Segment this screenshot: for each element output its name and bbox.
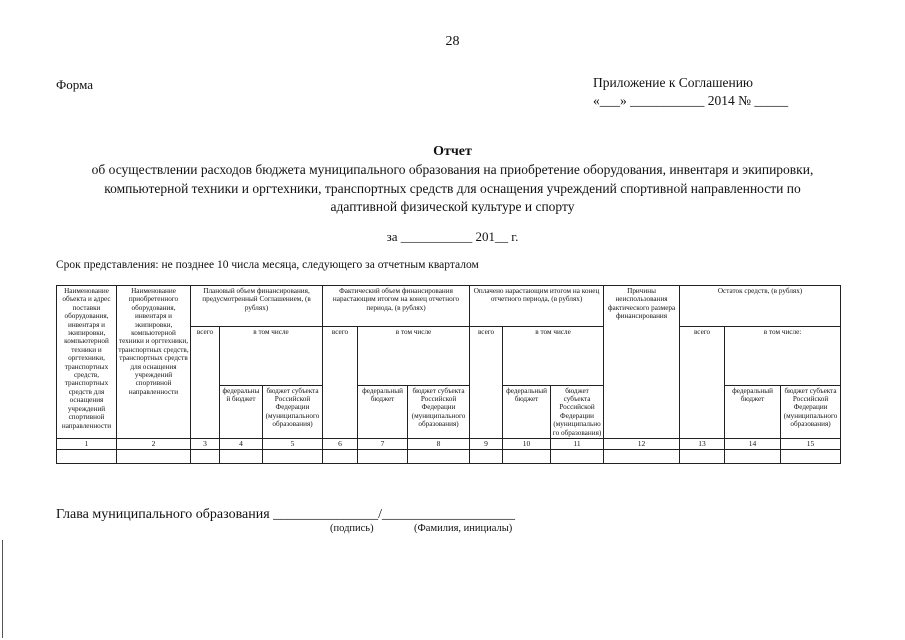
column-number-cell: 3 <box>191 439 220 450</box>
column-number-cell: 7 <box>358 439 408 450</box>
header-reasons: Причины неиспользования фактического размера финансирования <box>604 286 680 439</box>
header-paid-subject: бюджет субъекта Российской Федерации (муниципального образования) <box>551 385 604 438</box>
header-balance-subject: бюджет субъекта Российской Федерации (муниципального образования) <box>781 385 841 438</box>
table-cell[interactable] <box>725 450 781 464</box>
table-cell[interactable] <box>680 450 725 464</box>
table-cell[interactable] <box>358 450 408 464</box>
table-cell[interactable] <box>191 450 220 464</box>
table-cell[interactable] <box>551 450 604 464</box>
table-row <box>57 450 841 464</box>
table-cell[interactable] <box>781 450 841 464</box>
header-balance-federal: федеральный бюджет <box>725 385 781 438</box>
table-cell[interactable] <box>323 450 358 464</box>
header-planned-financing: Плановый объем финансирования, предусмотренный Соглашением, (в рублях) <box>191 286 323 327</box>
table-cell[interactable] <box>604 450 680 464</box>
submission-deadline: Срок представления: не позднее 10 числа месяца, следующего за отчетным кварталом <box>56 259 479 271</box>
header-balance-total: всего <box>680 327 725 439</box>
column-number-cell: 12 <box>604 439 680 450</box>
appendix-block <box>593 74 788 110</box>
scan-edge-mark <box>2 540 3 638</box>
header-paid-federal: федеральный бюджет <box>503 385 551 438</box>
header-paid-including: в том числе <box>503 327 604 386</box>
signature-line: Глава муниципального образования _______________/___________________ <box>56 507 516 522</box>
header-balance-including: в том числе: <box>725 327 841 386</box>
table-cell[interactable] <box>57 450 117 464</box>
signature-caption: (подпись) <box>330 523 374 534</box>
header-equipment-name: Наименование приобретенного оборудования, инвентаря и экипировки, компьютерной техники и оргтехники, транспортных средств, транспортных средств для оснащения учреждений спортивной направленности <box>117 286 191 439</box>
header-row-1 <box>57 286 841 327</box>
column-number-cell: 10 <box>503 439 551 450</box>
table-cell[interactable] <box>503 450 551 464</box>
appendix-date-number: «___» ___________ 2014 № _____ <box>593 93 789 108</box>
report-subtitle: об осуществлении расходов бюджета муниципального образования на приобретение оборудования, инвентаря и экипировки, компьютерной техники и оргтехники, транспортных средств для оснащения учреждений спортивной направленности по адаптивной физической культуре и спорту <box>91 162 814 214</box>
header-balance: Остаток средств, (в рублях) <box>680 286 841 327</box>
column-number-cell: 11 <box>551 439 604 450</box>
form-label: Форма <box>56 77 93 92</box>
header-actual-subject: бюджет субъекта Российской Федерации (муниципального образования) <box>408 385 470 438</box>
name-caption: (Фамилия, инициалы) <box>414 523 513 534</box>
table-cell[interactable] <box>117 450 191 464</box>
table-cell[interactable] <box>470 450 503 464</box>
page-number: 28 <box>445 34 460 49</box>
table-cell[interactable] <box>408 450 470 464</box>
header-actual-total: всего <box>323 327 358 439</box>
header-actual-financing: Фактический объем финансирования нарастающим итогом на конец отчетного периода, (в рублях) <box>323 286 470 327</box>
table-cell[interactable] <box>220 450 263 464</box>
column-number-cell: 14 <box>725 439 781 450</box>
header-planned-including: в том числе <box>220 327 323 386</box>
header-actual-federal: федеральный бюджет <box>358 385 408 438</box>
column-number-cell: 15 <box>781 439 841 450</box>
report-title: Отчет <box>433 144 472 159</box>
report-table <box>56 285 841 464</box>
column-number-cell: 13 <box>680 439 725 450</box>
column-number-cell: 4 <box>220 439 263 450</box>
column-number-cell: 1 <box>57 439 117 450</box>
header-paid: Оплачено нарастающим итогом на конец отчетного периода, (в рублях) <box>470 286 604 327</box>
column-number-cell: 2 <box>117 439 191 450</box>
table-cell[interactable] <box>263 450 323 464</box>
header-paid-total: всего <box>470 327 503 439</box>
header-planned-subject: бюджет субъекта Российской Федерации (муниципального образования) <box>263 385 323 438</box>
column-number-cell: 6 <box>323 439 358 450</box>
report-period: за ___________ 201__ г. <box>386 229 519 244</box>
appendix-title: Приложение к Соглашению <box>593 75 754 90</box>
header-actual-including: в том числе <box>358 327 470 386</box>
header-planned-total: всего <box>191 327 220 439</box>
column-number-cell: 5 <box>263 439 323 450</box>
header-object-address: Наименование объекта и адрес поставки оборудования, инвентаря и экипировки, компьютерной техники и оргтехники, транспортных средств, транспортных средств для оснащения учреждений спортивной направленности <box>57 286 117 439</box>
column-numbers-row <box>57 439 841 450</box>
column-number-cell: 8 <box>408 439 470 450</box>
column-number-cell: 9 <box>470 439 503 450</box>
header-planned-federal: федеральный бюджет <box>220 385 263 438</box>
